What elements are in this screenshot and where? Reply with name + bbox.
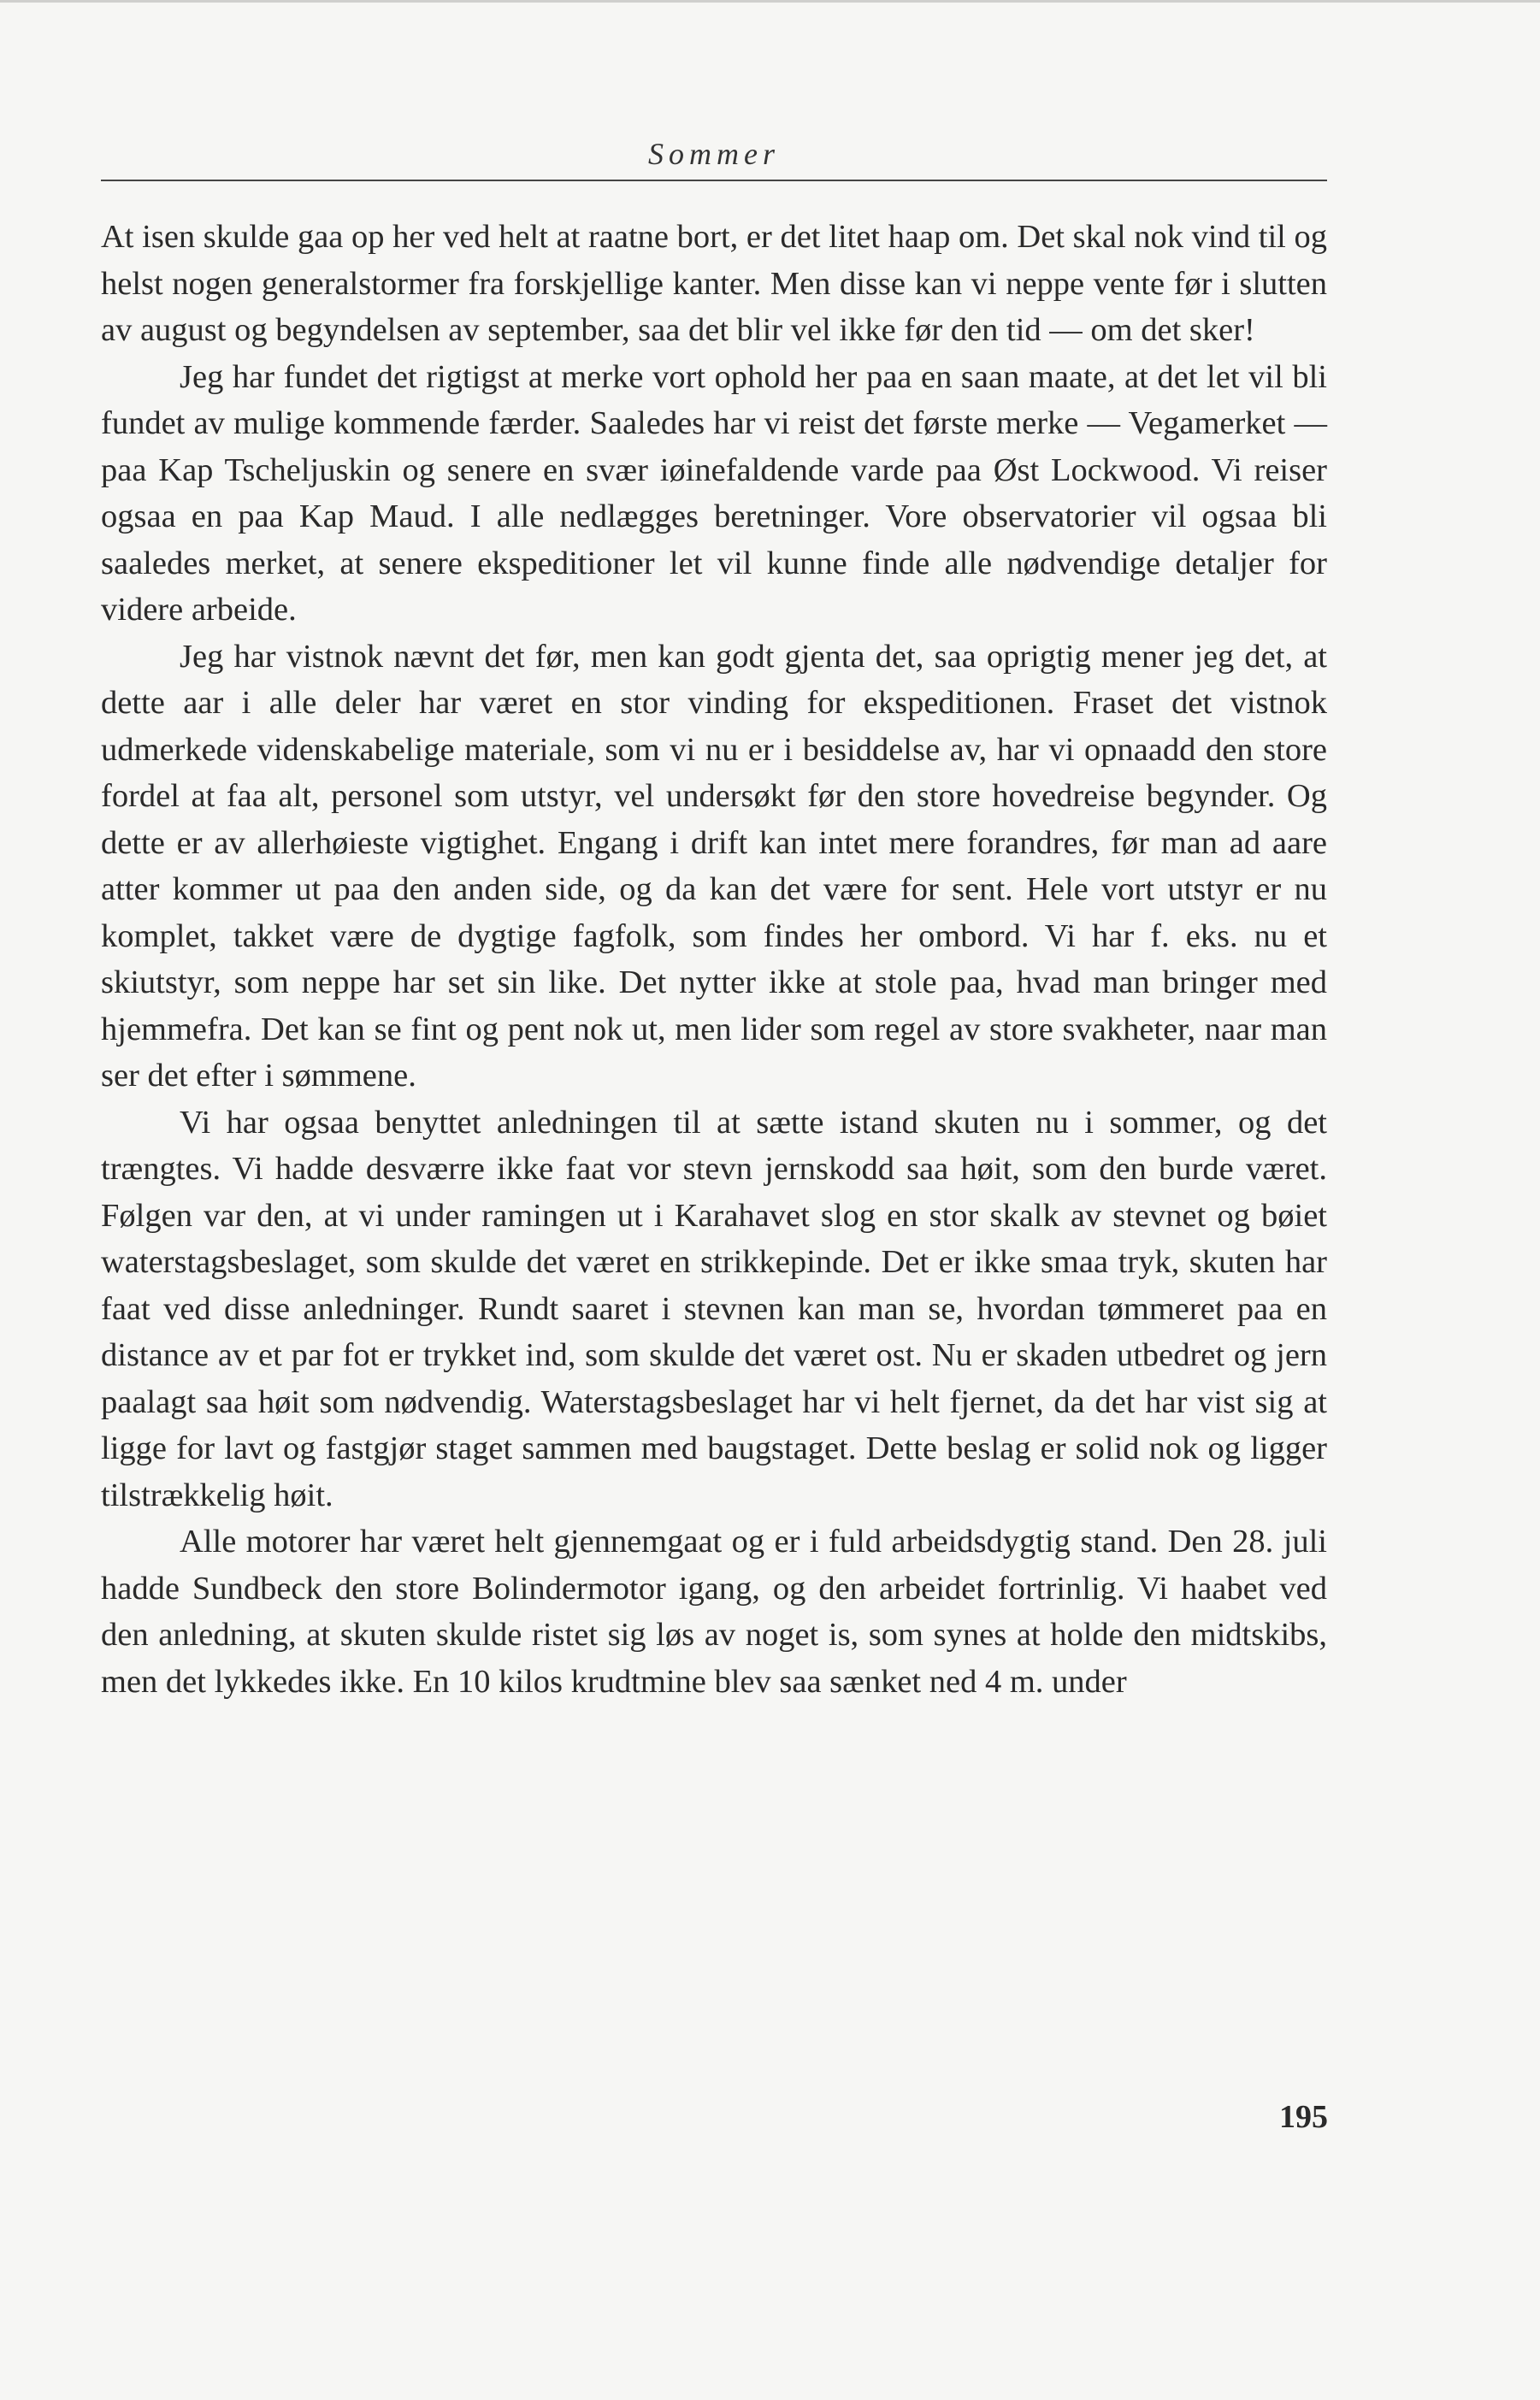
paragraph-5: Alle motorer har været helt gjennemgaat og er i fuld arbeidsdygtig stand. Den 28. juli hadde Sundbeck den store Bolindermotor igang, og den arbeidet fortrinlig. Vi haabet ved den anledning, at skuten skulde ristet sig løs av noget is, som synes at holde den midtskibs, men det lykkedes ikke. En 10 kilos krudtmine blev saa sænket ned 4 m. under: [101, 1524, 1327, 1700]
paragraph-1: At isen skulde gaa op her ved helt at raatne bort, er det litet haap om. Det skal nok vind til og helst nogen generalstormer fra forskjellige kanter. Men disse kan vi neppe vente før i slutten av august og begyndelsen av september, saa det blir vel ikke før den tid — om det sker!: [101, 219, 1327, 348]
header-rule: [101, 180, 1327, 181]
body-text: [101, 214, 1327, 1705]
page-number: 195: [1279, 2099, 1328, 2135]
running-head: Sommer: [648, 137, 780, 171]
paragraph-4: Vi har ogsaa benyttet anledningen til at sætte istand skuten nu i sommer, og det trængtes. Vi hadde desværre ikke faat vor stevn jernskodd saa høit, som den burde været. Følgen var den, at vi under ramingen ut i Karahavet slog en stor skalk av stevnet og bøiet waterstagsbeslaget, som skulde det været en strikkepinde. Det er ikke smaa tryk, skuten har faat ved disse anledninger. Rundt saaret i stevnen kan man se, hvordan tømmeret paa en distance av et par fot er trykket ind, som skulde det været ost. Nu er skaden utbedret og jern paalagt saa høit som nødvendig. Waterstagsbeslaget har vi helt fjernet, da det har vist sig at ligge for lavt og fastgjør staget sammen med baugstaget. Dette beslag er solid nok og ligger tilstrækkelig høit.: [101, 1104, 1327, 1513]
book-page: [101, 128, 1327, 1705]
paragraph-2: Jeg har fundet det rigtigst at merke vort ophold her paa en saan maate, at det let vil bli fundet av mulige kommende færder. Saaledes har vi reist det første merke — Vegamerket — paa Kap Tscheljuskin og senere en svær iøinefaldende varde paa Øst Lockwood. Vi reiser ogsaa en paa Kap Maud. I alle nedlægges beretninger. Vore observatorier vil ogsaa bli saaledes merket, at senere ekspeditioner let vil kunne finde alle nødvendige detaljer for videre arbeide.: [101, 358, 1327, 628]
paragraph-3: Jeg har vistnok nævnt det før, men kan godt gjenta det, saa oprigtig mener jeg det, at dette aar i alle deler har været en stor vinding for ekspeditionen. Fraset det vistnok udmerkede videnskabelige materiale, som vi nu er i besiddelse av, har vi opnaadd den store fordel at faa alt, personel som utstyr, vel undersøkt før den store hovedreise begynder. Og dette er av allerhøieste vigtighet. Engang i drift kan intet mere forandres, før man ad aare atter kommer ut paa den anden side, og da kan det være for sent. Hele vort utstyr er nu komplet, takket være de dygtige fagfolk, som findes her ombord. Vi har f. eks. nu et skiutstyr, som neppe har set sin like. Det nytter ikke at stole paa, hvad man bringer med hjemmefra. Det kan se fint og pent nok ut, men lider som regel av store svakheter, naar man ser det efter i sømmene.: [101, 638, 1327, 1094]
page-top-edge: [0, 0, 1540, 3]
